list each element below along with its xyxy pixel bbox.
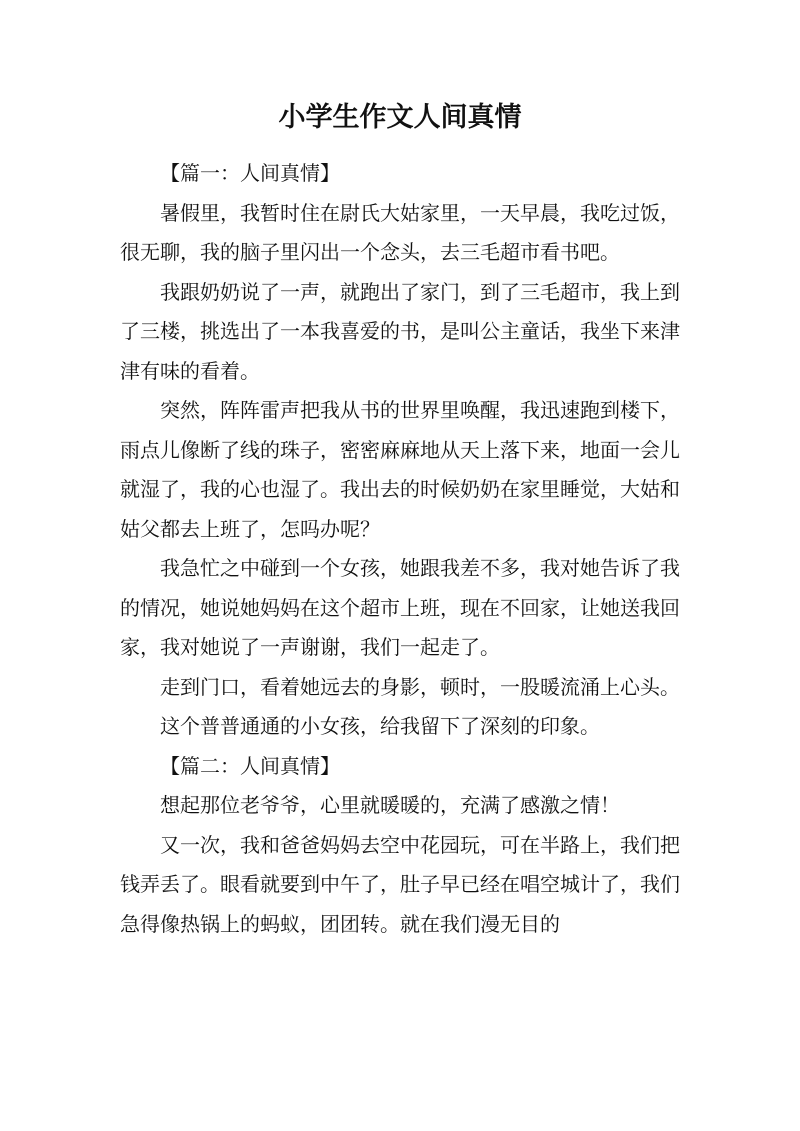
document-body (120, 154, 680, 944)
paragraph: 突然，阵阵雷声把我从书的世界里唤醒，我迅速跑到楼下，雨点儿像断了线的珠子，密密麻麻地从天上落下来，地面一会儿就湿了，我的心也湿了。我出去的时候奶奶在家里睡觉，大姑和姑父都去上班了，怎吗办呢？ (120, 398, 680, 541)
document-title: 小学生作文人间真情 (278, 102, 522, 133)
paragraph: 我跟奶奶说了一声，就跑出了家门，到了三毛超市，我上到了三楼，挑选出了一本我喜爱的书，是叫公主童话，我坐下来津津有味的看着。 (120, 279, 680, 383)
paragraph: 这个普普通通的小女孩，给我留下了深刻的印象。 (160, 714, 600, 738)
paragraph: 暑假里，我暂时住在尉氏大姑家里，一天早晨，我吃过饭，很无聊，我的脑子里闪出一个念头，去三毛超市看书吧。 (120, 200, 680, 264)
paragraph: 我急忙之中碰到一个女孩，她跟我差不多，我对她告诉了我的情况，她说她妈妈在这个超市上班，现在不回家，让她送我回家，我对她说了一声谢谢，我们一起走了。 (120, 556, 680, 659)
section-heading: 【篇一：人间真情】 (160, 161, 340, 185)
section-heading: 【篇二：人间真情】 (160, 753, 340, 778)
paragraph: 又一次，我和爸爸妈妈去空中花园玩，可在半路上，我们把钱弄丢了。眼看就要到中午了，肚子早已经在唱空城计了，我们急得像热锅上的蚂蚁，团团转。就在我们漫无目的 (120, 832, 680, 936)
paragraph: 想起那位老爷爷，心里就暖暖的，充满了感激之情！ (160, 793, 620, 817)
paragraph: 走到门口，看着她远去的身影，顿时，一股暖流涌上心头。 (160, 674, 680, 699)
